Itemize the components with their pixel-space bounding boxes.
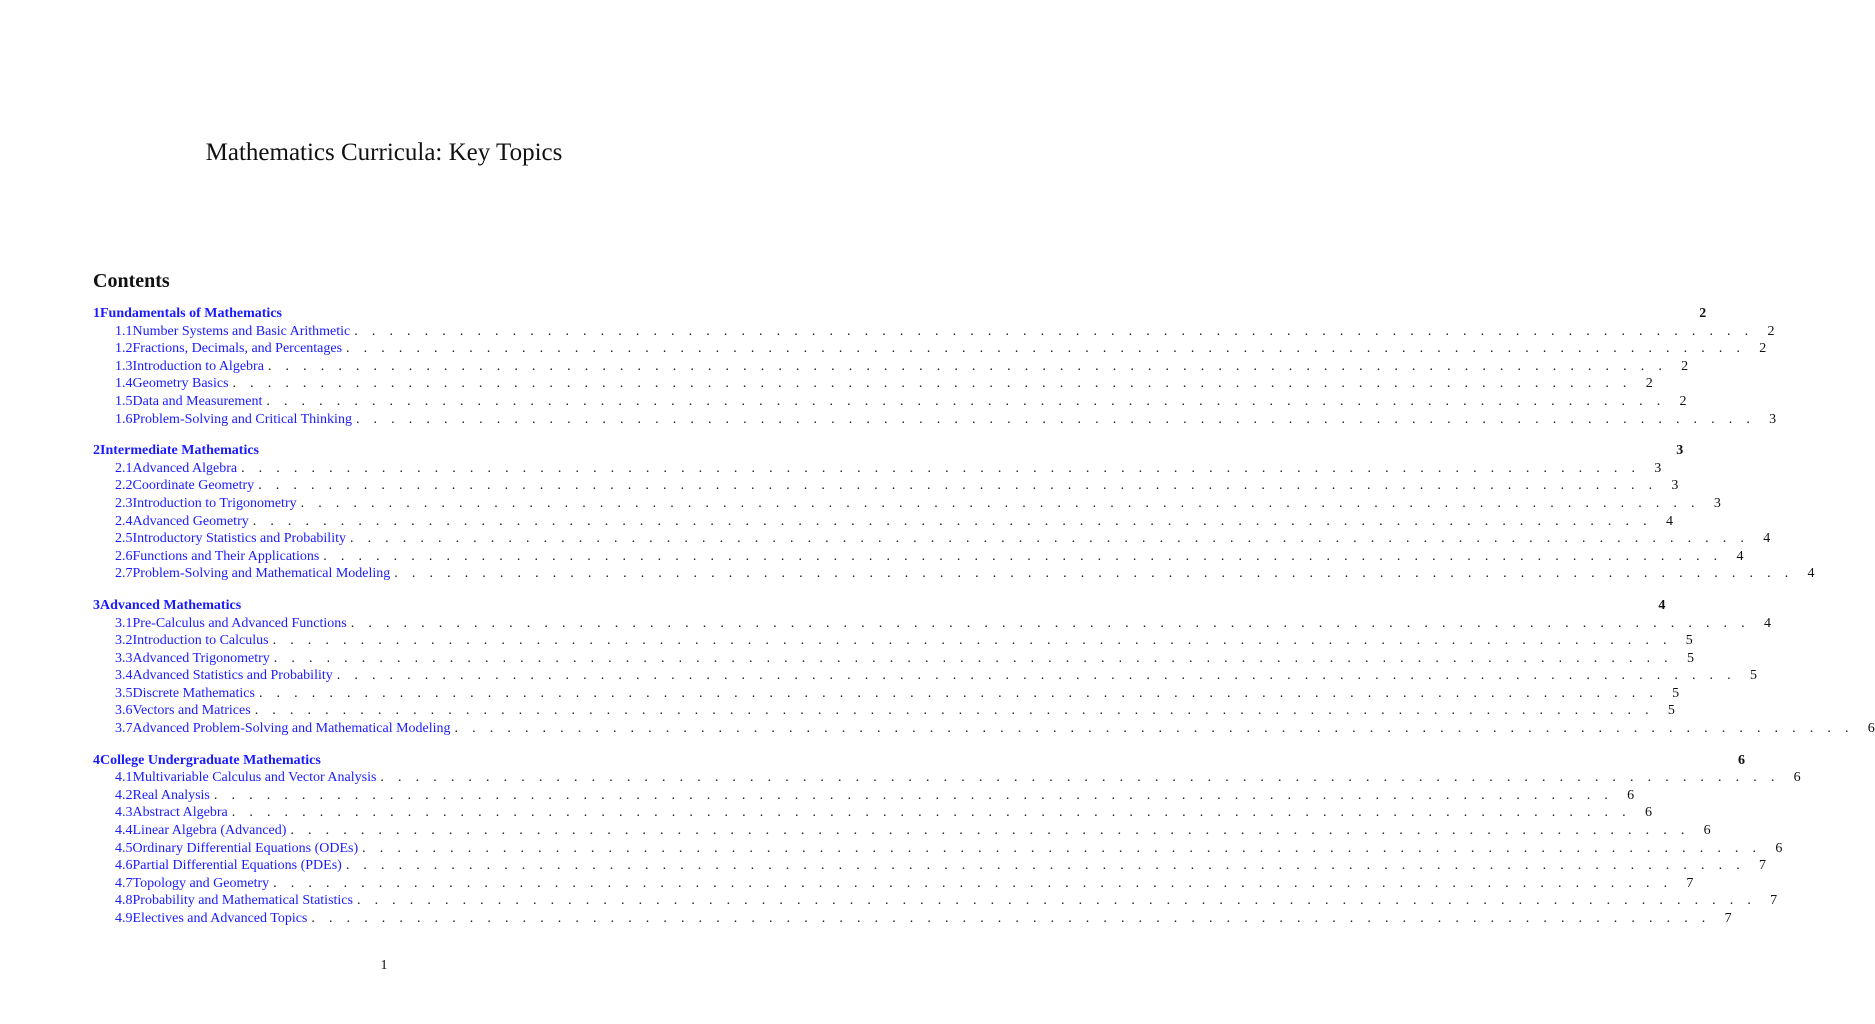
subsection-page: 5: [1749, 668, 1757, 684]
dot-leader: . . . . . . . . . . . . . . . . . . . . . . . . . . . . . . . . . . . . . . . . . . . . . . . . . . . . . . . . . . . . . . . . . . . . . . . . . . . . . . . .: [346, 341, 1746, 357]
subsection-number: 1.1: [115, 323, 133, 339]
subsection-page: 5: [1672, 685, 1680, 701]
section-title: Advanced Mathematics: [100, 597, 242, 613]
subsection-page: 2: [1767, 323, 1775, 339]
subsection-page: 2: [1645, 376, 1653, 392]
subsection-number: 4.1: [115, 770, 133, 786]
section-number: 4: [93, 752, 100, 768]
dot-leader: . . . . . . . . . . . . . . . . . . . . . . . . . . . . . . . . . . . . . . . . . . . . . . . . . . . . . . . . . . . . . . . . . . . . . . . . . . . . . . . .: [272, 633, 1672, 649]
table-of-contents: [93, 306, 1875, 943]
subsection-title: Coordinate Geometry: [132, 478, 255, 494]
subsection-number: 4.2: [115, 787, 133, 803]
section-number: 2: [93, 443, 100, 459]
subsection-number: 2.4: [115, 513, 133, 529]
dot-leader: . . . . . . . . . . . . . . . . . . . . . . . . . . . . . . . . . . . . . . . . . . . . . . . . . . . . . . . . . . . . . . . . . . . . . . . . . . . . . . . .: [362, 840, 1762, 856]
section-title: College Undergraduate Mathematics: [100, 752, 321, 768]
toc-section: [93, 752, 1801, 929]
subsection-number: 1.4: [115, 376, 133, 392]
subsection-page: 6: [1793, 770, 1801, 786]
subsection-number: 4.5: [115, 840, 133, 856]
dot-leader: . . . . . . . . . . . . . . . . . . . . . . . . . . . . . . . . . . . . . . . . . . . . . . . . . . . . . . . . . . . . . . . . . . . . . . . . . . . . . . . .: [311, 911, 1711, 926]
toc-subsection-link[interactable]: [93, 823, 1711, 841]
subsection-title: Pre-Calculus and Advanced Functions: [132, 615, 347, 631]
toc-subsection-link[interactable]: [93, 548, 1744, 567]
section-page: 6: [1738, 752, 1746, 768]
subsection-number: 2.7: [115, 566, 133, 582]
subsection-title: Multivariable Calculus and Vector Analysis: [132, 770, 377, 786]
subsection-page: 5: [1685, 633, 1693, 649]
dot-leader: . . . . . . . . . . . . . . . . . . . . . . . . . . . . . . . . . . . . . . . . . . . . . . . . . . . . . . . . . . . . . . . . . . . . . . . . . . . . . . . .: [354, 323, 1754, 339]
toc-subsection-link[interactable]: [93, 531, 1771, 549]
toc-subsection-link[interactable]: [93, 875, 1694, 894]
subsection-page: 4: [1807, 566, 1815, 582]
subsection-number: 3.7: [115, 721, 133, 737]
dot-leader: . . . . . . . . . . . . . . . . . . . . . . . . . . . . . . . . . . . . . . . . . . . . . . . . . . . . . . . . . . . . . . . . . . . . . . . . . . . . . . . .: [267, 358, 1668, 374]
dot-leader: . . . . . . . . . . . . . . . . . . . . . . . . . . . . . . . . . . . . . . . . . . . . . . . . . . . . . . . . . . . . . . . . . . . . . . . . . . . . . . . .: [232, 376, 1632, 392]
page-number: 1: [380, 958, 388, 973]
subsection-page: 6: [1703, 823, 1711, 839]
subsection-number: 4.7: [115, 875, 133, 891]
subsection-title: Linear Algebra (Advanced): [132, 823, 287, 839]
dot-leader: . . . . . . . . . . . . . . . . . . . . . . . . . . . . . . . . . . . . . . . . . . . . . . . . . . . . . . . . . . . . . . . . . . . . . . . . . . . . . . . .: [356, 893, 1757, 909]
subsection-title: Number Systems and Basic Arithmetic: [132, 323, 351, 339]
subsection-number: 3.6: [115, 703, 133, 719]
toc-subsection-link[interactable]: [93, 633, 1693, 651]
subsection-page: 3: [1769, 411, 1777, 427]
subsection-title: Electives and Advanced Topics: [132, 911, 308, 926]
toc-section: [93, 597, 1875, 739]
subsection-page: 2: [1679, 393, 1687, 409]
subsection-title: Problem-Solving and Critical Thinking: [132, 411, 352, 427]
dot-leader: . . . . . . . . . . . . . . . . . . . . . . . . . . . . . . . . . . . . . . . . . . . . . . . . . . . . . . . . . . . . . . . . . . . . . . . . . . . . . . . .: [300, 495, 1700, 511]
toc-subsection-link[interactable]: [93, 650, 1694, 669]
subsection-number: 3.3: [115, 650, 133, 666]
section-page: 3: [1676, 443, 1684, 459]
section-number: 1: [93, 306, 100, 321]
dot-leader: . . . . . . . . . . . . . . . . . . . . . . . . . . . . . . . . . . . . . . . . . . . . . . . . . . . . . . . . . . . . . . . . . . . . . . . . . . . . . . . .: [273, 650, 1673, 666]
toc-subsection-link[interactable]: [93, 787, 1635, 806]
subsection-page: 2: [1681, 358, 1689, 374]
subsection-number: 2.2: [115, 478, 133, 494]
subsection-page: 4: [1763, 531, 1771, 547]
dot-leader: . . . . . . . . . . . . . . . . . . . . . . . . . . . . . . . . . . . . . . . . . . . . . . . . . . . . . . . . . . . . . . . . . . . . . . . . . . . . . . . .: [454, 721, 1854, 737]
subsection-page: 5: [1686, 650, 1694, 666]
subsection-title: Abstract Algebra: [132, 805, 228, 821]
toc-section-link[interactable]: [93, 306, 1707, 324]
subsection-number: 3.5: [115, 685, 133, 701]
subsection-number: 4.9: [115, 911, 133, 926]
toc-subsection-link[interactable]: [93, 840, 1783, 859]
toc-subsection-link[interactable]: [93, 495, 1721, 514]
subsection-page: 4: [1665, 513, 1673, 529]
dot-leader: . . . . . . . . . . . . . . . . . . . . . . . . . . . . . . . . . . . . . . . . . . . . . . . . . . . . . . . . . . . . . . . . . . . . . . . . . . . . . . . .: [323, 548, 1723, 564]
toc-subsection-link[interactable]: [93, 805, 1652, 823]
subsection-page: 7: [1770, 893, 1778, 909]
section-title: Intermediate Mathematics: [100, 443, 260, 459]
subsection-number: 4.8: [115, 893, 133, 909]
subsection-number: 2.6: [115, 548, 133, 564]
toc-subsection-link[interactable]: [93, 376, 1653, 394]
subsection-title: Introduction to Trigonometry: [132, 495, 297, 511]
dot-leader: . . . . . . . . . . . . . . . . . . . . . . . . . . . . . . . . . . . . . . . . . . . . . . . . . . . . . . . . . . . . . . . . . . . . . . . . . . . . . . . .: [254, 703, 1654, 719]
subsection-number: 1.5: [115, 393, 133, 409]
subsection-page: 4: [1736, 548, 1744, 564]
subsection-number: 3.2: [115, 633, 133, 649]
toc-section: [93, 306, 1777, 429]
subsection-page: 7: [1759, 858, 1767, 874]
toc-subsection-link[interactable]: [93, 566, 1815, 584]
subsection-title: Introduction to Calculus: [132, 633, 269, 649]
subsection-title: Vectors and Matrices: [132, 703, 251, 719]
toc-section: [93, 443, 1815, 584]
subsection-page: 4: [1763, 615, 1771, 631]
dot-leader: . . . . . . . . . . . . . . . . . . . . . . . . . . . . . . . . . . . . . . . . . . . . . . . . . . . . . . . . . . . . . . . . . . . . . . . . . . . . . . . .: [252, 513, 1652, 529]
dot-leader: . . . . . . . . . . . . . . . . . . . . . . . . . . . . . . . . . . . . . . . . . . . . . . . . . . . . . . . . . . . . . . . . . . . . . . . . . . . . . . . .: [231, 805, 1631, 821]
subsection-page: 3: [1654, 460, 1662, 476]
section-number: 3: [93, 597, 100, 613]
subsection-page: 3: [1713, 495, 1721, 511]
toc-subsection-link[interactable]: [93, 858, 1767, 876]
section-page: 2: [1699, 306, 1707, 321]
toc-subsection-link[interactable]: [93, 685, 1680, 704]
subsection-title: Geometry Basics: [132, 376, 229, 392]
toc-section-link[interactable]: [93, 597, 1666, 616]
subsection-page: 6: [1627, 787, 1635, 803]
section-title: Fundamentals of Mathematics: [100, 306, 282, 321]
subsection-number: 1.3: [115, 358, 133, 374]
toc-subsection-link[interactable]: [93, 358, 1689, 377]
toc-subsection-link[interactable]: [93, 513, 1673, 532]
subsection-title: Advanced Algebra: [132, 460, 238, 476]
toc-subsection-link[interactable]: [93, 911, 1732, 929]
toc-subsection-link[interactable]: [93, 703, 1675, 721]
subsection-number: 2.1: [115, 460, 133, 476]
dot-leader: . . . . . . . . . . . . . . . . . . . . . . . . . . . . . . . . . . . . . . . . . . . . . . . . . . . . . . . . . . . . . . . . . . . . . . . . . . . . . . . .: [380, 770, 1780, 786]
toc-subsection-link[interactable]: [93, 393, 1687, 412]
subsection-title: Fractions, Decimals, and Percentages: [132, 341, 343, 357]
dot-leader: . . . . . . . . . . . . . . . . . . . . . . . . . . . . . . . . . . . . . . . . . . . . . . . . . . . . . . . . . . . . . . . . . . . . . . . . . . . . . . . .: [241, 460, 1641, 476]
toc-section-link[interactable]: [93, 752, 1746, 771]
subsection-title: Advanced Trigonometry: [132, 650, 270, 666]
subsection-title: Topology and Geometry: [132, 875, 270, 891]
subsection-number: 3.4: [115, 668, 133, 684]
dot-leader: . . . . . . . . . . . . . . . . . . . . . . . . . . . . . . . . . . . . . . . . . . . . . . . . . . . . . . . . . . . . . . . . . . . . . . . . . . . . . . . .: [273, 875, 1673, 891]
toc-subsection-link[interactable]: [93, 411, 1777, 430]
subsection-title: Data and Measurement: [132, 393, 263, 409]
subsection-title: Ordinary Differential Equations (ODEs): [132, 840, 359, 856]
subsection-page: 3: [1671, 478, 1679, 494]
subsection-number: 4.4: [115, 823, 133, 839]
subsection-page: 6: [1867, 721, 1875, 737]
toc-subsection-link[interactable]: [93, 770, 1801, 788]
subsection-number: 2.3: [115, 495, 133, 511]
subsection-title: Discrete Mathematics: [132, 685, 255, 701]
subsection-title: Real Analysis: [132, 787, 210, 803]
subsection-title: Partial Differential Equations (PDEs): [132, 858, 342, 874]
dot-leader: . . . . . . . . . . . . . . . . . . . . . . . . . . . . . . . . . . . . . . . . . . . . . . . . . . . . . . . . . . . . . . . . . . . . . . . . . . . . . . . .: [355, 411, 1756, 427]
dot-leader: . . . . . . . . . . . . . . . . . . . . . . . . . . . . . . . . . . . . . . . . . . . . . . . . . . . . . . . . . . . . . . . . . . . . . . . . . . . . . . . .: [290, 823, 1690, 839]
dot-leader: . . . . . . . . . . . . . . . . . . . . . . . . . . . . . . . . . . . . . . . . . . . . . . . . . . . . . . . . . . . . . . . . . . . . . . . . . . . . . . . .: [350, 615, 1750, 631]
toc-subsection-link[interactable]: [93, 615, 1771, 634]
contents-heading: Contents: [93, 270, 170, 292]
subsection-page: 6: [1775, 840, 1783, 856]
subsection-page: 6: [1644, 805, 1652, 821]
toc-subsection-link[interactable]: [93, 460, 1662, 479]
dot-leader: . . . . . . . . . . . . . . . . . . . . . . . . . . . . . . . . . . . . . . . . . . . . . . . . . . . . . . . . . . . . . . . . . . . . . . . . . . . . . . . .: [258, 478, 1658, 494]
subsection-title: Advanced Geometry: [132, 513, 249, 529]
subsection-page: 7: [1724, 911, 1732, 926]
subsection-page: 5: [1667, 703, 1675, 719]
subsection-number: 3.1: [115, 615, 133, 631]
subsection-number: 1.6: [115, 411, 133, 427]
dot-leader: . . . . . . . . . . . . . . . . . . . . . . . . . . . . . . . . . . . . . . . . . . . . . . . . . . . . . . . . . . . . . . . . . . . . . . . . . . . . . . . .: [266, 393, 1666, 409]
toc-section-link[interactable]: [93, 443, 1684, 461]
subsection-page: 2: [1759, 341, 1767, 357]
subsection-title: Functions and Their Applications: [132, 548, 320, 564]
dot-leader: . . . . . . . . . . . . . . . . . . . . . . . . . . . . . . . . . . . . . . . . . . . . . . . . . . . . . . . . . . . . . . . . . . . . . . . . . . . . . . . .: [349, 531, 1750, 547]
subsection-title: Introduction to Algebra: [132, 358, 264, 374]
toc-subsection-link[interactable]: [93, 721, 1875, 739]
subsection-title: Problem-Solving and Mathematical Modeling: [132, 566, 391, 582]
document-title: Mathematics Curricula: Key Topics: [205, 139, 563, 166]
subsection-title: Introductory Statistics and Probability: [132, 531, 346, 547]
dot-leader: . . . . . . . . . . . . . . . . . . . . . . . . . . . . . . . . . . . . . . . . . . . . . . . . . . . . . . . . . . . . . . . . . . . . . . . . . . . . . . . .: [394, 566, 1794, 582]
dot-leader: . . . . . . . . . . . . . . . . . . . . . . . . . . . . . . . . . . . . . . . . . . . . . . . . . . . . . . . . . . . . . . . . . . . . . . . . . . . . . . . .: [258, 685, 1659, 701]
subsection-title: Probability and Mathematical Statistics: [132, 893, 353, 909]
toc-subsection-link[interactable]: [93, 341, 1767, 359]
subsection-title: Advanced Problem-Solving and Mathematical Modeling: [132, 721, 451, 737]
subsection-title: Advanced Statistics and Probability: [132, 668, 333, 684]
subsection-number: 1.2: [115, 341, 133, 357]
subsection-number: 4.6: [115, 858, 133, 874]
toc-subsection-link[interactable]: [93, 478, 1679, 496]
subsection-number: 4.3: [115, 805, 133, 821]
subsection-page: 7: [1686, 875, 1694, 891]
toc-subsection-link[interactable]: [93, 668, 1757, 686]
subsection-number: 2.5: [115, 531, 133, 547]
dot-leader: . . . . . . . . . . . . . . . . . . . . . . . . . . . . . . . . . . . . . . . . . . . . . . . . . . . . . . . . . . . . . . . . . . . . . . . . . . . . . . . .: [213, 787, 1614, 803]
dot-leader: . . . . . . . . . . . . . . . . . . . . . . . . . . . . . . . . . . . . . . . . . . . . . . . . . . . . . . . . . . . . . . . . . . . . . . . . . . . . . . . .: [336, 668, 1736, 684]
toc-subsection-link[interactable]: [93, 893, 1778, 911]
toc-subsection-link[interactable]: [93, 323, 1775, 342]
section-page: 4: [1658, 597, 1666, 613]
dot-leader: . . . . . . . . . . . . . . . . . . . . . . . . . . . . . . . . . . . . . . . . . . . . . . . . . . . . . . . . . . . . . . . . . . . . . . . . . . . . . . . .: [345, 858, 1746, 874]
